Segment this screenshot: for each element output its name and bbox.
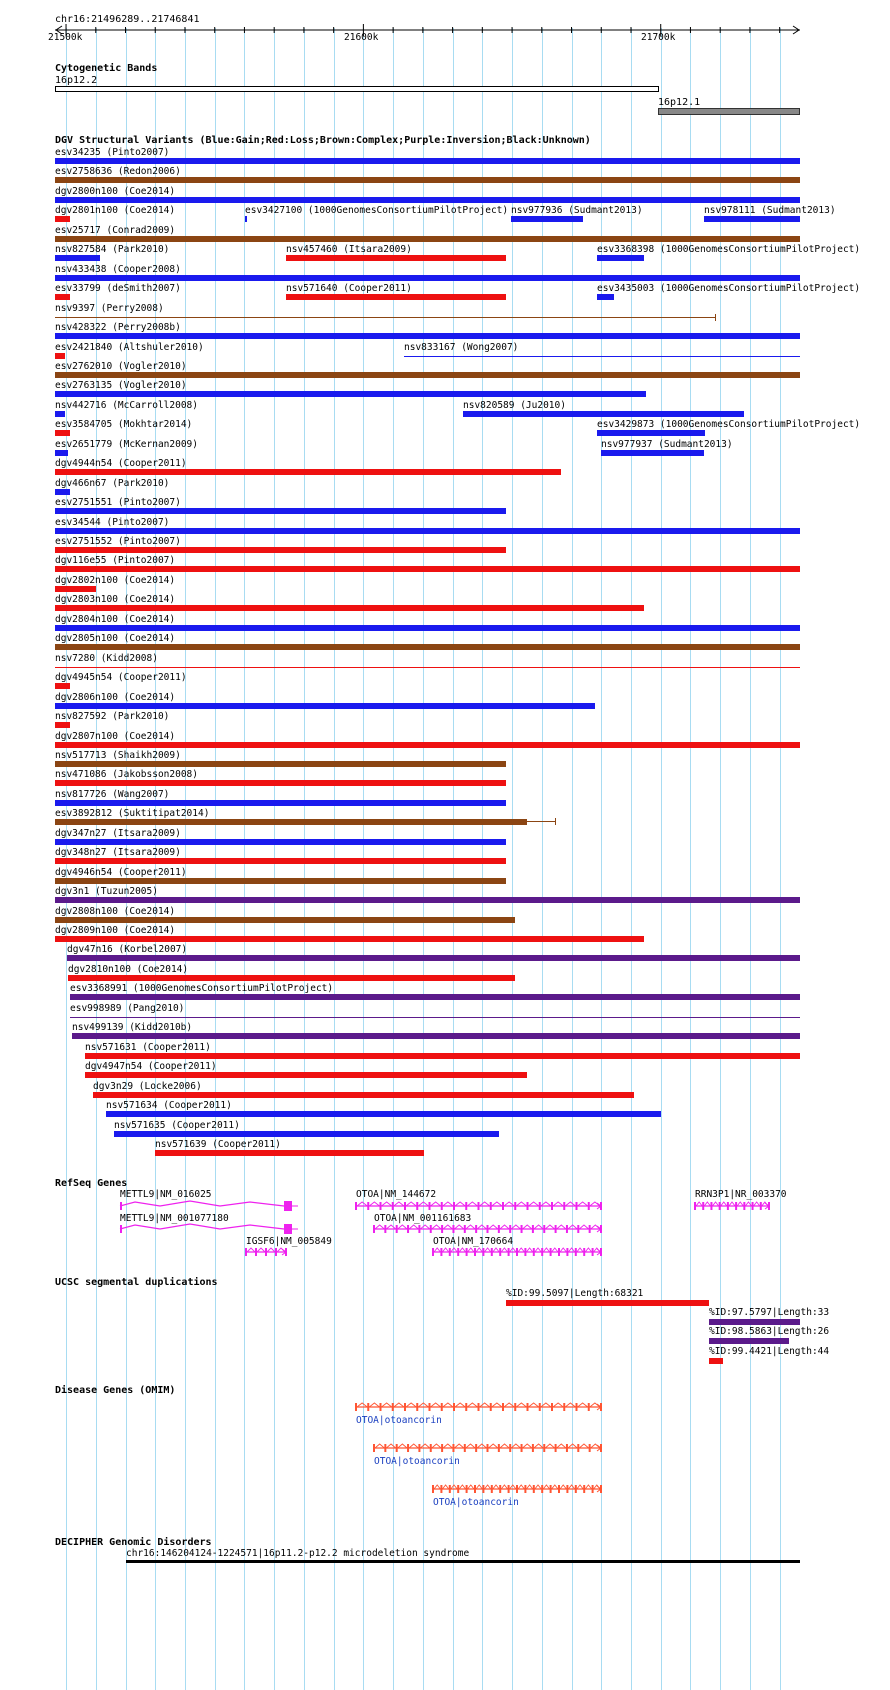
dgv-feature-label: esv2763135 (Vogler2010) (55, 380, 187, 391)
dgv-feature-label: esv3429873 (1000GenomesConsortiumPilotProject) (597, 419, 861, 430)
dgv-feature-label: dgv348n27 (Itsara2009) (55, 847, 181, 858)
decipher-feature-label: chr16:146204124-1224571|16p11.2-p12.2 microdeletion syndrome (126, 1548, 470, 1559)
dgv-feature-label: dgv2800n100 (Coe2014) (55, 186, 176, 197)
dgv-feature-label: nsv571640 (Cooper2011) (286, 283, 412, 294)
dgv-feature-label: nsv428322 (Perry2008b) (55, 322, 181, 333)
dgv-feature-label: esv2751551 (Pinto2007) (55, 497, 181, 508)
dgv-feature-label: esv33799 (deSmith2007) (55, 283, 181, 294)
dgv-feature-label: nsv817726 (Wang2007) (55, 789, 170, 800)
dgv-feature-label: nsv433438 (Cooper2008) (55, 264, 181, 275)
dgv-feature-label: nsv571635 (Cooper2011) (114, 1120, 240, 1131)
coords-label: chr16:21496289..21746841 (55, 14, 200, 25)
refseq-gene-label: METTL9|NM_001077180 (120, 1213, 229, 1224)
dgv-feature-label: dgv2803n100 (Coe2014) (55, 594, 176, 605)
dgv-feature-label: dgv2807n100 (Coe2014) (55, 731, 176, 742)
refseq-gene-label: IGSF6|NM_005849 (246, 1236, 332, 1247)
dgv-feature-label: esv3435003 (1000GenomesConsortiumPilotProject) (597, 283, 861, 294)
dgv-feature-label: esv3427100 (1000GenomesConsortiumPilotProject) (245, 205, 509, 216)
dgv-title: DGV Structural Variants (Blue:Gain;Red:Loss;Brown:Complex;Purple:Inversion;Black:Unknown) (55, 135, 591, 146)
dgv-feature-label: nsv471086 (Jakobsson2008) (55, 769, 198, 780)
dgv-feature-label: dgv4947n54 (Cooper2011) (85, 1061, 217, 1072)
dgv-feature-label: nsv442716 (McCarroll2008) (55, 400, 198, 411)
dgv-feature-label: nsv820589 (Ju2010) (463, 400, 566, 411)
dgv-feature-label: esv2751552 (Pinto2007) (55, 536, 181, 547)
dgv-feature-label: dgv2806n100 (Coe2014) (55, 692, 176, 703)
dgv-feature-label: esv34544 (Pinto2007) (55, 517, 170, 528)
dgv-feature-label: dgv47n16 (Korbel2007) (67, 944, 188, 955)
refseq-gene-label: METTL9|NM_016025 (120, 1189, 212, 1200)
decipher-feature[interactable] (126, 1560, 800, 1563)
omim-gene-label[interactable]: OTOA|otoancorin (374, 1456, 460, 1467)
dgv-feature-label: nsv977936 (Sudmant2013) (511, 205, 643, 216)
dgv-feature-label: dgv4945n54 (Cooper2011) (55, 672, 187, 683)
dgv-feature-label: nsv977937 (Sudmant2013) (601, 439, 733, 450)
refseq-gene-label: OTOA|NM_144672 (356, 1189, 437, 1200)
refseq-gene-label: OTOA|NM_001161683 (374, 1213, 472, 1224)
cytoband-label-16p12-2: 16p12.2 (55, 75, 98, 86)
dgv-feature-label: nsv827592 (Park2010) (55, 711, 170, 722)
dgv-feature-label: esv25717 (Conrad2009) (55, 225, 176, 236)
omim-gene-label[interactable]: OTOA|otoancorin (356, 1415, 442, 1426)
ruler-label-21700k: 21700k (641, 32, 676, 43)
dgv-feature-label: dgv4944n54 (Cooper2011) (55, 458, 187, 469)
dgv-feature-label: nsv499139 (Kidd2010b) (72, 1022, 193, 1033)
dgv-feature-label: nsv571639 (Cooper2011) (155, 1139, 281, 1150)
segdup-label: %ID:99.5097|Length:68321 (506, 1288, 644, 1299)
dgv-feature-label: esv2758636 (Redon2006) (55, 166, 181, 177)
dgv-feature-label: dgv3n1 (Tuzun2005) (55, 886, 158, 897)
segdup-title: UCSC segmental duplications (55, 1277, 218, 1288)
dgv-feature-label: nsv571634 (Cooper2011) (106, 1100, 232, 1111)
cytoband-label-16p12-1: 16p12.1 (658, 97, 701, 108)
refseq-gene-label: RRN3P1|NR_003370 (695, 1189, 787, 1200)
dgv-feature-label: dgv3n29 (Locke2006) (93, 1081, 202, 1092)
dgv-feature-label: dgv2804n100 (Coe2014) (55, 614, 176, 625)
dgv-feature-label: dgv2810n100 (Coe2014) (68, 964, 189, 975)
decipher-title: DECIPHER Genomic Disorders (55, 1537, 212, 1548)
dgv-feature-label: esv3368991 (1000GenomesConsortiumPilotProject) (70, 983, 334, 994)
dgv-feature-label: esv34235 (Pinto2007) (55, 147, 170, 158)
dgv-feature-label: nsv978111 (Sudmant2013) (704, 205, 836, 216)
dgv-feature-label: nsv457460 (Itsara2009) (286, 244, 412, 255)
dgv-feature-label: nsv517713 (Shaikh2009) (55, 750, 181, 761)
dgv-feature-label: esv2651779 (McKernan2009) (55, 439, 198, 450)
dgv-feature-label: nsv7280 (Kidd2008) (55, 653, 158, 664)
dgv-feature-label: nsv9397 (Perry2008) (55, 303, 164, 314)
dgv-feature-label: esv2421840 (Altshuler2010) (55, 342, 204, 353)
dgv-feature-label: dgv2801n100 (Coe2014) (55, 205, 176, 216)
dgv-feature-label: nsv571631 (Cooper2011) (85, 1042, 211, 1053)
dgv-feature-label: dgv4946n54 (Cooper2011) (55, 867, 187, 878)
ruler-label-21600k: 21600k (344, 32, 379, 43)
dgv-feature-label: dgv347n27 (Itsara2009) (55, 828, 181, 839)
segdup-label: %ID:99.4421|Length:44 (709, 1346, 830, 1357)
dgv-feature-label: dgv2808n100 (Coe2014) (55, 906, 176, 917)
omim-title: Disease Genes (OMIM) (55, 1385, 176, 1396)
dgv-feature-label: dgv2809n100 (Coe2014) (55, 925, 176, 936)
dgv-feature-label: esv998989 (Pang2010) (70, 1003, 185, 1014)
dgv-feature-label: dgv2805n100 (Coe2014) (55, 633, 176, 644)
cytoband-title: Cytogenetic Bands (55, 63, 158, 74)
ruler-label-21500k: 21500k (48, 32, 83, 43)
dgv-feature-label: esv3892812 (Suktitipat2014) (55, 808, 210, 819)
refseq-title: RefSeq Genes (55, 1178, 128, 1189)
dgv-feature-label: dgv466n67 (Park2010) (55, 478, 170, 489)
dgv-feature-label: esv3584705 (Mokhtar2014) (55, 419, 193, 430)
omim-gene-label[interactable]: OTOA|otoancorin (433, 1497, 519, 1508)
dgv-feature-label: esv3368398 (1000GenomesConsortiumPilotProject) (597, 244, 861, 255)
dgv-feature-label: nsv833167 (Wong2007) (404, 342, 519, 353)
dgv-feature-label: dgv2802n100 (Coe2014) (55, 575, 176, 586)
dgv-feature-label: esv2762010 (Vogler2010) (55, 361, 187, 372)
dgv-feature-label: nsv827584 (Park2010) (55, 244, 170, 255)
segdup-label: %ID:98.5863|Length:26 (709, 1326, 830, 1337)
refseq-gene-label: OTOA|NM_170664 (433, 1236, 514, 1247)
dgv-feature-label: dgv116e55 (Pinto2007) (55, 555, 176, 566)
segdup-label: %ID:97.5797|Length:33 (709, 1307, 830, 1318)
